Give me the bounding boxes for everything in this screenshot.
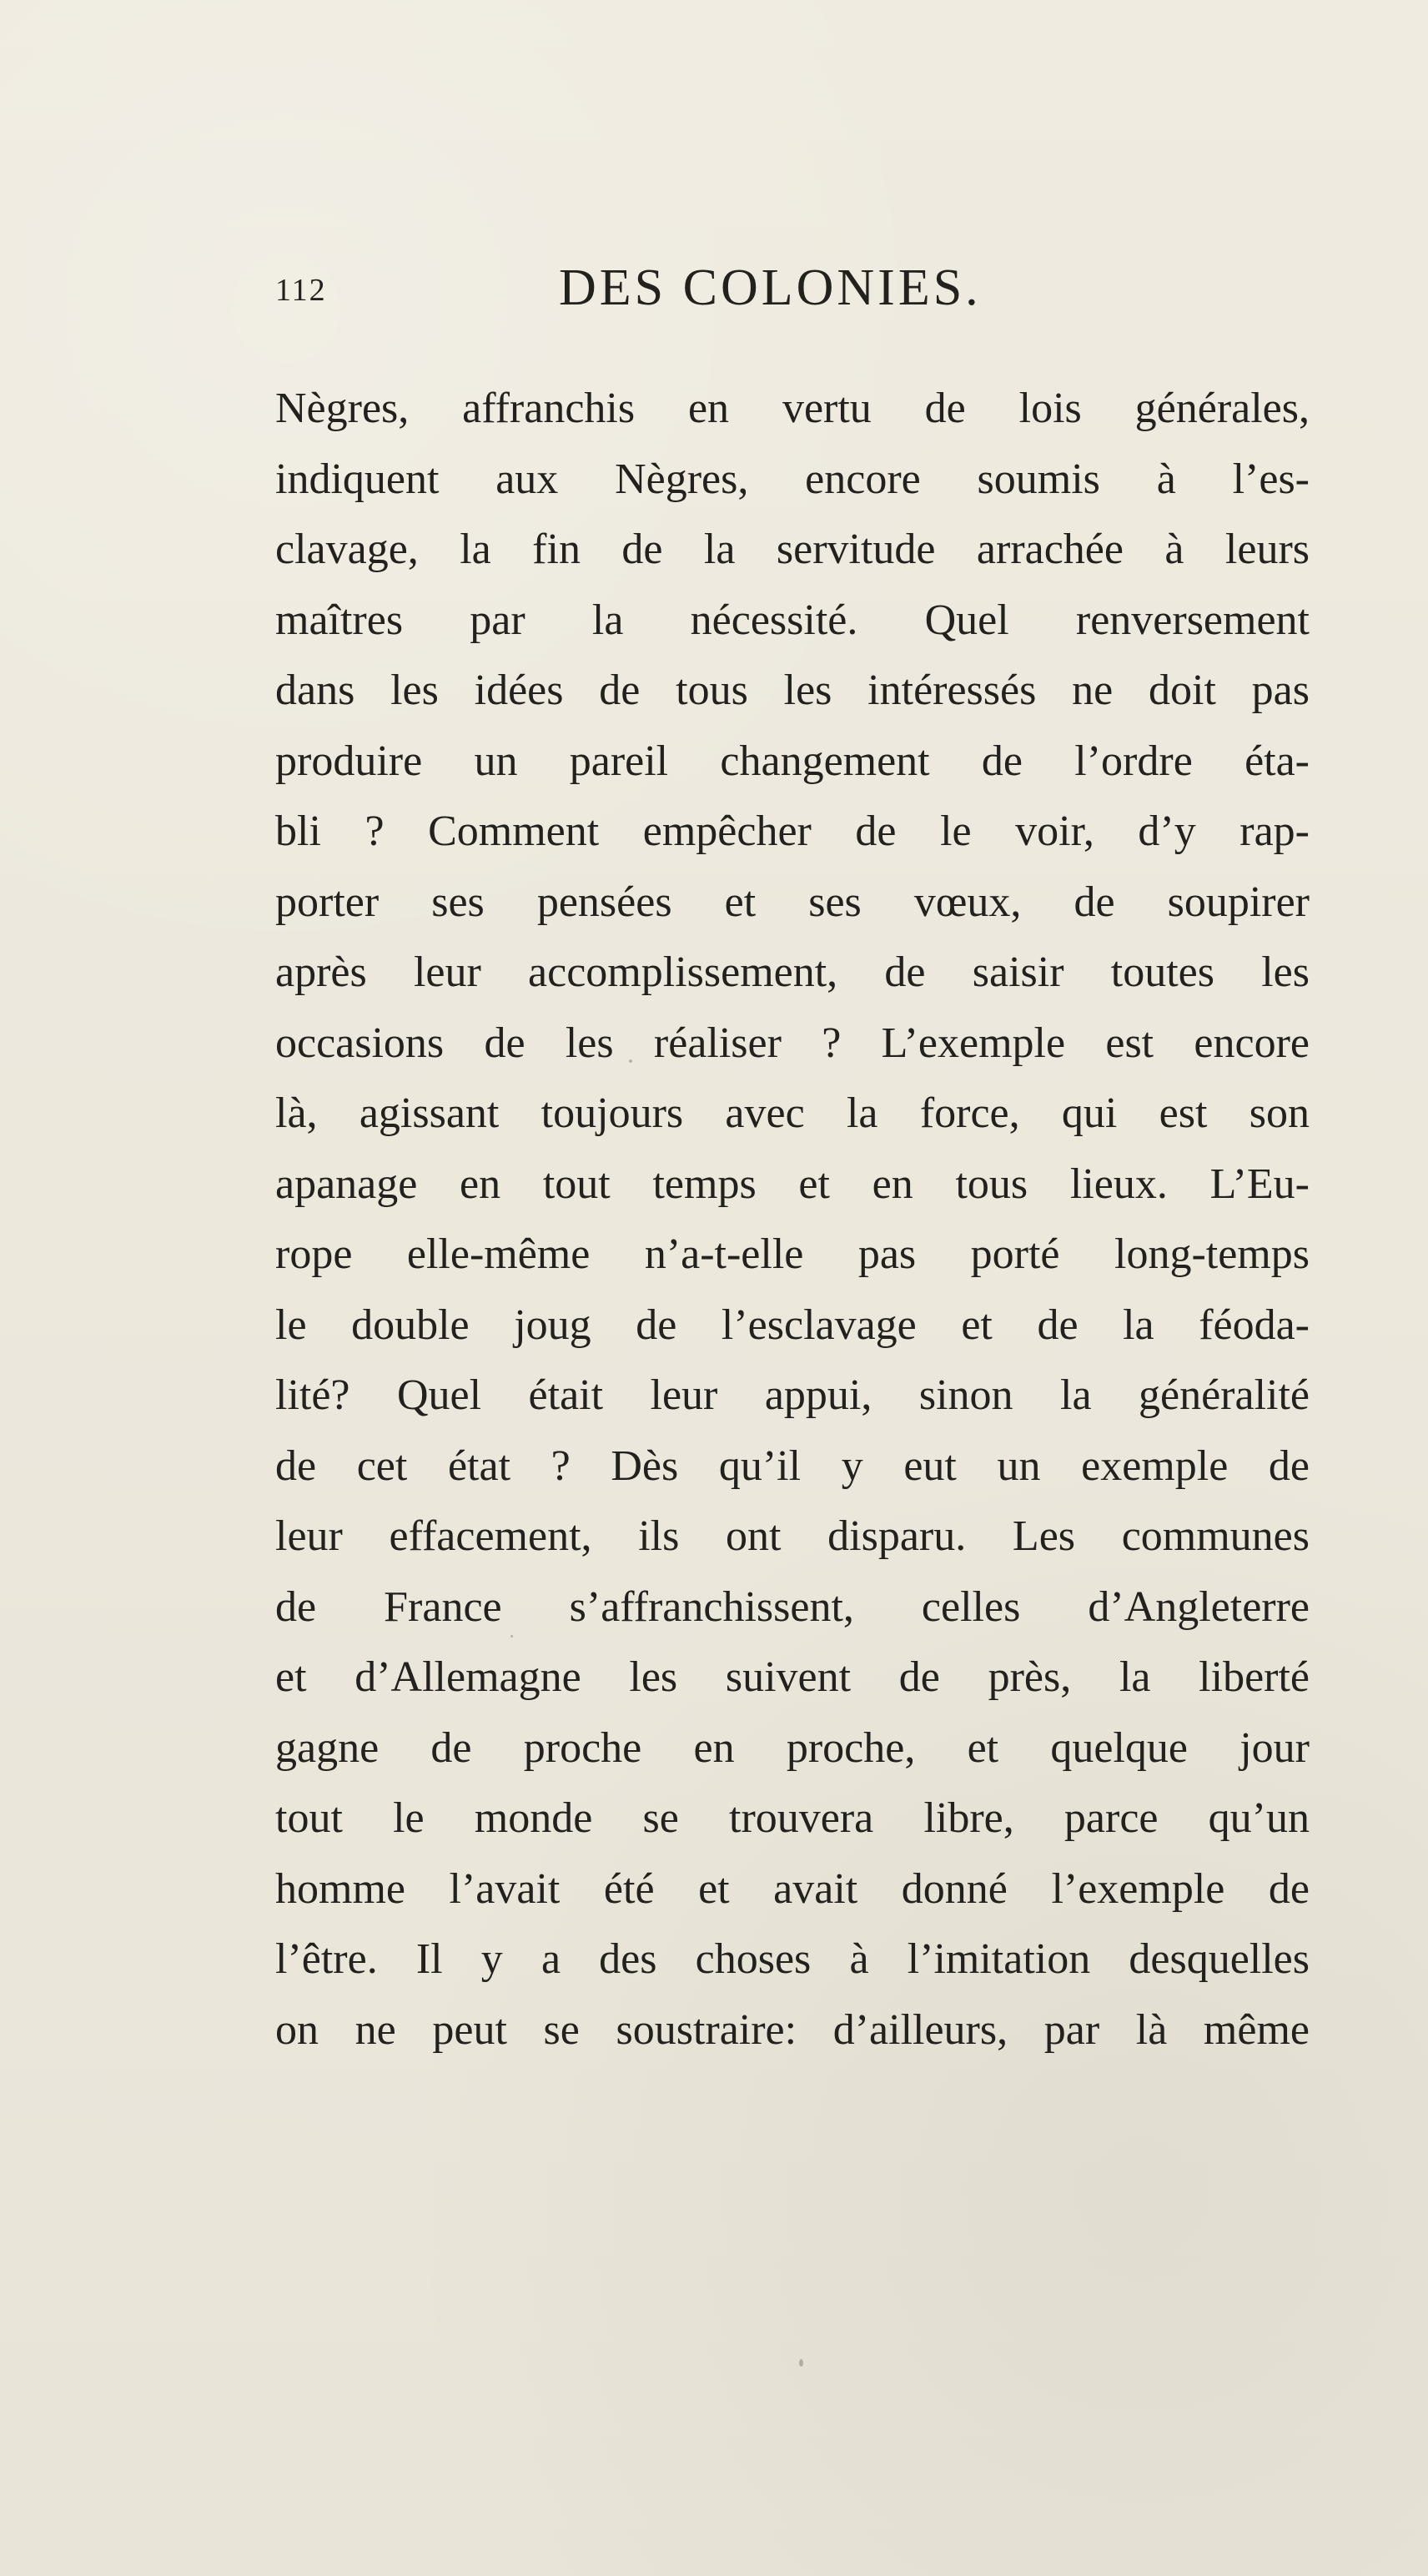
text-line-4: maîtres par la nécessité. Quel renversement: [275, 596, 1310, 644]
paper-speck: [510, 1635, 513, 1638]
text-line-5: dans les idées de tous les intéressés ne doit pas: [275, 667, 1310, 714]
text-line-11: là, agissant toujours avec la force, qui est son: [275, 1089, 1310, 1137]
text-line-3: clavage, la fin de la servitude arrachée à leurs: [275, 526, 1310, 573]
text-line-22: homme l’avait été et avait donné l’exemple de: [275, 1864, 1310, 1913]
text-line-21: tout le monde se trouvera libre, parce qu’un: [275, 1794, 1310, 1842]
text-line-7: bli ? Comment empêcher de le voir, d’y rap-: [275, 808, 1310, 855]
page-header: [275, 259, 1276, 325]
text-line-18: de France s’affranchissent, celles d’Angleterre: [275, 1582, 1310, 1631]
text-line-12: apanage en tout temps et en tous lieux. L’Eu-: [275, 1160, 1310, 1208]
running-head: DES COLONIES.: [559, 259, 982, 316]
text-line-6: produire un pareil changement de l’ordre éta-: [275, 737, 1310, 785]
text-line-14: le double joug de l’esclavage et de la féoda-: [275, 1301, 1310, 1349]
text-line-16: de cet état ? Dès qu’il y eut un exemple de: [275, 1441, 1310, 1490]
text-line-24: on ne peut se soustraire: d’ailleurs, par là même: [275, 2005, 1310, 2054]
page-number: 112: [275, 273, 327, 308]
body-text: [275, 374, 1310, 2065]
text-line-19: et d’Allemagne les suivent de près, la liberté: [275, 1653, 1310, 1701]
text-line-20: gagne de proche en proche, et quelque jour: [275, 1723, 1310, 1772]
text-line-23: l’être. Il y a des choses à l’imitation desquelles: [275, 1935, 1310, 1983]
text-line-17: leur effacement, ils ont disparu. Les communes: [275, 1512, 1310, 1560]
text-line-9: après leur accomplissement, de saisir toutes les: [275, 948, 1310, 996]
text-line-8: porter ses pensées et ses vœux, de soupirer: [275, 878, 1310, 926]
paper-speck: [629, 1059, 632, 1063]
text-line-13: rope elle-même n’a-t-elle pas porté long-temps: [275, 1230, 1310, 1278]
text-line-1: Nègres, affranchis en vertu de lois générales,: [275, 385, 1310, 432]
text-line-10: occasions de les réaliser ? L’exemple est encore: [275, 1019, 1310, 1067]
text-line-2: indiquent aux Nègres, encore soumis à l’es-: [275, 455, 1310, 503]
text-line-15: lité? Quel était leur appui, sinon la généralité: [275, 1371, 1310, 1419]
paper-speck: [799, 2359, 803, 2367]
